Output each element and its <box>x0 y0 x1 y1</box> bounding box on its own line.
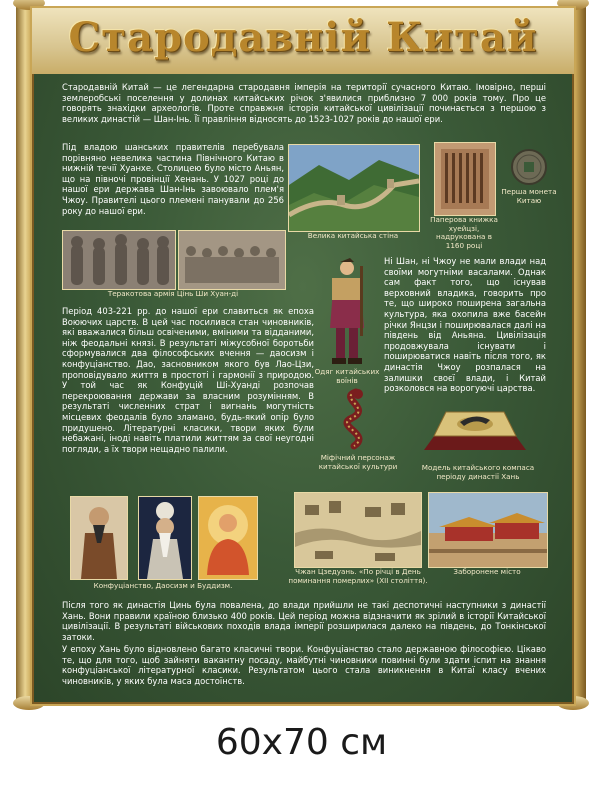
coin-image <box>510 148 548 186</box>
han-text: Після того як династія Цинь була повалена, до влади прийшли не такі деспотичні наступники з династії Хань. Вони правили країною близько 400 років. Цей період можна відзначити як зрілий в історії Китайської цивілізації. В результаті військових походів влада імперії розширилася далеко на південь, до Тонкінської затоки. <box>62 600 546 642</box>
paper-book-caption: Паперова книжка хуейцзі, надрукована в 1160 році <box>430 215 498 250</box>
poster <box>16 0 586 706</box>
warrior-icon <box>320 258 374 366</box>
river-scroll-caption: Чжан Цзедуань. «По річці в День поминання померлих» (XII століття). <box>288 567 428 585</box>
dragon-image <box>328 388 384 452</box>
laozi-icon <box>139 497 191 579</box>
dragon-caption: Міфічний персонаж китайської культури <box>318 453 398 471</box>
compass-image <box>420 398 530 462</box>
taoism-image <box>138 496 192 580</box>
poster-title: Стародавній Китай <box>68 14 538 61</box>
great-wall-caption: Велика китайська стіна <box>307 231 399 240</box>
shang-text: Під владою шанських правителів перебувала порівняно невелика частина Північного Китаю в нижній течії Хуанхе. Столицею було місто Аньян, що на півночі провінції Хенань. У 1027 році до нашої ери держава Шан-Інь завоювало плем'я Чжоу. Правителі цього племені панували до 256 року до нашої ери. <box>62 142 284 216</box>
forbidden-city-caption: Заборонене місто <box>453 567 521 576</box>
dragon-icon <box>328 388 384 452</box>
confucius-image <box>70 496 128 580</box>
poster-board <box>30 6 576 706</box>
compass-icon <box>420 398 530 462</box>
forbidden-city-image <box>428 492 548 568</box>
paper-book-image <box>434 142 496 216</box>
product-size-label: 60x70 см <box>215 722 388 763</box>
coin-caption: Перша монета Китаю <box>501 187 557 205</box>
terracotta-warriors-icon <box>63 231 175 289</box>
zhou-text: Ні Шан, ні Чжоу не мали влади над своїми могутніми васалами. Однак сам факт того, що існував верховний владика, говорить про те, що широко поширена загальна культура, яка охопила вже басейн річки Янцзи і поширювалася далі на південь від Аньяна. Цивілізація продовжувала існувати і поширюватися навіть після того, як династія Чжоу розпалася на залишки своєї влади, і Китай розколовся на ворогуючі царства. <box>384 256 546 394</box>
warring-states-text: Період 403-221 рр. до нашої ери славиться як епоха Воюючих царств. В цей час посилився стан чиновників, які вважалися більш освіченими, вміними та відданими, ніж феодальні князі. В результаті міжусобної боротьби сформувалися два філософських вчення — даосизм і конфуціанство. Дао, засновником якого був Лао-Цзи, проповідувало життя в простоті і гармонії з природою. У той час як Конфуцій Ші-Хуанді розпочав перекроювання держави за власним розумінням. В результаті численних страт і вигнань могутність місцевих феодалів було зламано, будь-який опір було придушено. Літературні класики, твори яких були небажані, іноді навіть платили життям за свої неугодні погляди, а їх твори нещадно палили. <box>62 306 314 454</box>
warrior-image <box>320 258 374 366</box>
coin-icon <box>510 148 548 186</box>
han-text-2: У епоху Хань було відновлено багато класичні твори. Конфуціанство стало державною філософією. Цікаво те, що для того, щоб зайняти вакантну посаду, майбутні чиновники повинні були здати іспит на знання конфуціанської літературної класики. Результатом цього стала виникнення в Китаї класу вчених чиновників, у яких була маса достоїнств. <box>62 644 546 686</box>
paper-book-icon <box>435 143 495 215</box>
terracotta-army-caption: Теракотова армія Цінь Ши Хуан-ді <box>107 289 239 298</box>
forbidden-city-icon <box>429 493 547 567</box>
buddha-image <box>198 496 258 580</box>
compass-caption: Модель китайського компаса періоду династії Хань <box>421 463 535 481</box>
buddha-icon <box>199 497 257 579</box>
terracotta-rows-icon <box>179 231 285 289</box>
terracotta-army-image-1 <box>62 230 176 290</box>
scroll-painting-icon <box>295 493 421 567</box>
title-band <box>32 8 574 74</box>
warrior-caption: Одяг китайських воїнів <box>314 367 380 385</box>
confucius-icon <box>71 497 127 579</box>
terracotta-army-image-2 <box>178 230 286 290</box>
river-scroll-image <box>294 492 422 568</box>
great-wall-image <box>288 144 420 232</box>
great-wall-icon <box>289 145 419 231</box>
religions-caption: Конфуціанство, Даосизм и Буддизм. <box>93 581 233 590</box>
intro-text: Стародавній Китай — це легендарна стародавня імперія на території сучасного Китаю. Імовірно, перші землеробські поселення у долинах китайських річок з'явилися приблизно 7 000 років тому. Про це говорять знахідки археологів. Проте справжня історія китайської цивілізації починається з першою з великих династій — Шан-Інь. Її правління відносять до 1523-1027 років до нашої ери. <box>62 82 546 124</box>
